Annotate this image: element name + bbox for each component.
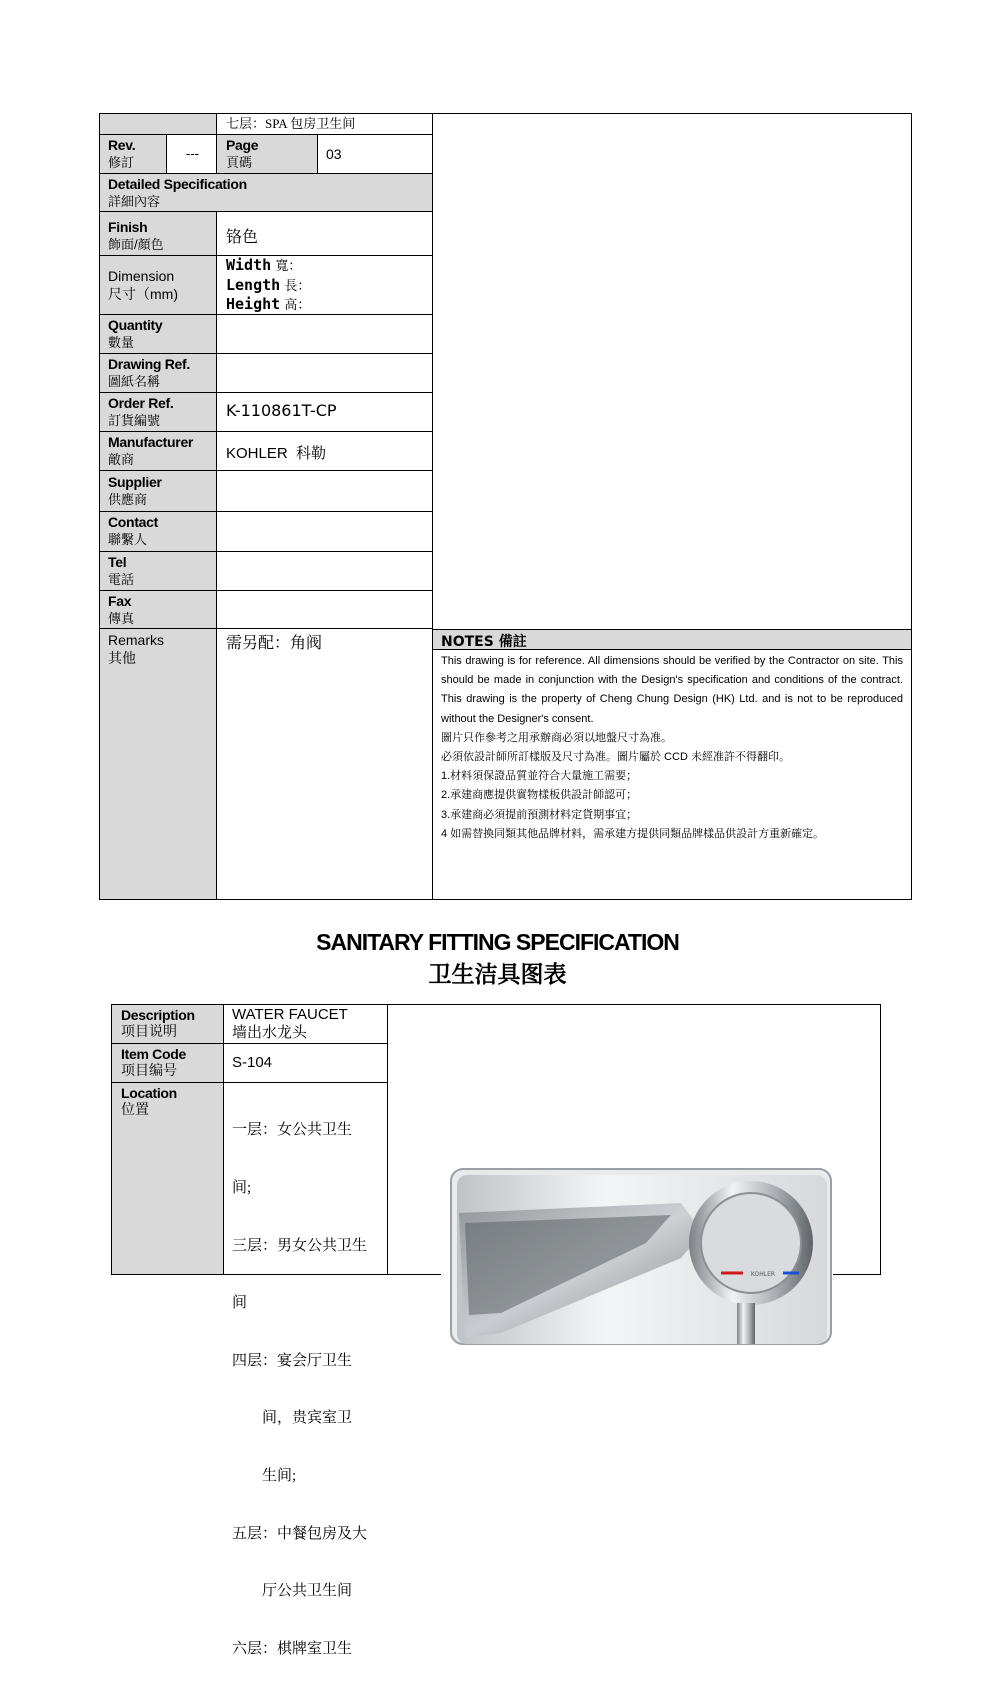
notes-line: 1.材料須保證品質並符合大量施工需要；: [441, 770, 638, 783]
notes-line: 4 如需替換同類其他品牌材料，需承建方提供同類品牌樣品供設計方重新確定。: [441, 827, 825, 840]
contact-label: Contact 聯繫人: [108, 514, 159, 547]
manufacturer-label: Manufacturer 敵商: [108, 434, 194, 467]
finish-label: Finish 飾面/顏色: [108, 219, 164, 252]
faucet-product-image: [441, 1163, 833, 1344]
document-title-en: SANITARY FITTING SPECIFICATION: [316, 929, 679, 955]
location-list: 一层：女公共卫生 间; 三层：男女公共卫生 间 四层：宴会厅卫生 间，贵宾室卫 生间; 五层：中餐包房及大 厅公共卫生间 六层：棋牌室卫生: [232, 1122, 368, 1657]
notes-line: 必須依設計師所訂樣版及尺寸為准。圖片屬於 CCD 未經准許不得翻印。: [441, 751, 790, 764]
page-label: Page 頁碼: [226, 137, 259, 170]
fax-label: Fax 傳真: [108, 593, 135, 626]
notes-line: 3.承建商必須提前預測材料定貨期事宜；: [441, 808, 638, 821]
item-code-label: Item Code 项目编号: [121, 1046, 186, 1079]
item-code-value: S-104: [232, 1054, 273, 1071]
supplier-label: Supplier 供應商: [108, 474, 162, 507]
faucet-illustration: [441, 1163, 833, 1344]
document-title-zh: 卫生洁具图表: [428, 962, 567, 988]
location-line: 七层：SPA 包房卫生间: [226, 116, 356, 131]
order-ref-value: K-110861T-CP: [226, 401, 337, 420]
page-value: 03: [326, 146, 342, 162]
dimension-label: Dimension 尺寸（mm): [108, 268, 178, 302]
location-label: Location 位置: [121, 1085, 177, 1118]
notes-line: 圖片只作參考之用承辦商必須以地盤尺寸為准。: [441, 731, 672, 744]
description-label: Description 项目说明: [121, 1007, 195, 1040]
quantity-label: Quantity 數量: [108, 317, 163, 350]
dimension-values: Width 寬： Length 長： Height 高：: [226, 256, 311, 313]
detailed-spec-header: Detailed Specification 詳細內容: [108, 176, 247, 209]
rev-label: Rev. 修訂: [108, 137, 136, 170]
faucet-brand-text: KOHLER: [750, 1271, 776, 1278]
notes-line: 2.承建商應提供實物樣板供設計師認可；: [441, 789, 638, 802]
remarks-value: 需另配：角阀: [226, 635, 323, 652]
description-value: WATER FAUCET 墙出水龙头: [232, 1006, 348, 1041]
notes-title: NOTES 備註: [441, 634, 527, 650]
tel-label: Tel 電話: [108, 554, 135, 587]
drawing-ref-label: Drawing Ref. 圖紙名稱: [108, 356, 190, 389]
notes-line: This drawing is for reference. All dimensions should be verified by the Contractor on site. This should be made in conjunction with the Design's specification and conditions of the contract. This drawing is the property of Cheng Chung Design (HK) Ltd. and is not to be reproduced without the Designer's consent.: [441, 655, 903, 725]
notes-body: [441, 652, 903, 844]
manufacturer-value: KOHLER 科勒: [226, 445, 327, 462]
finish-value: 铬色: [226, 229, 259, 246]
remarks-label: Remarks 其他: [108, 632, 165, 666]
order-ref-label: Order Ref. 訂貨編號: [108, 395, 174, 428]
rev-value: ---: [186, 146, 199, 161]
